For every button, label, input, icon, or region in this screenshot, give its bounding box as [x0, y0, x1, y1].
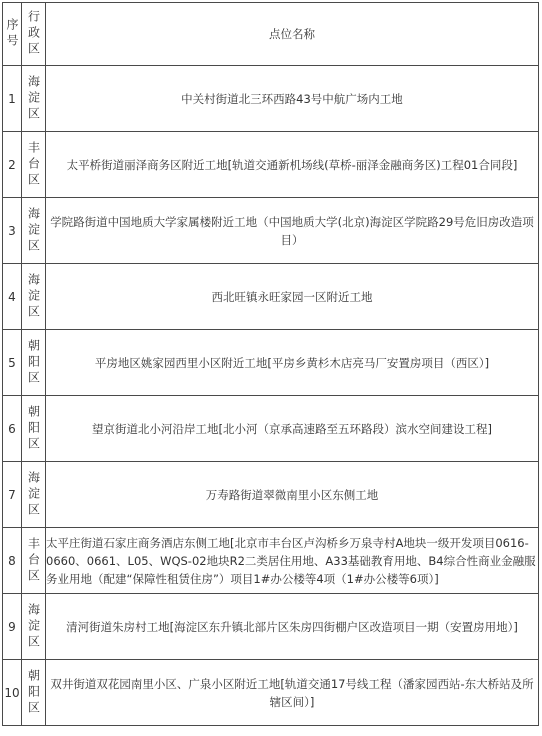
row-seq: 4	[3, 264, 22, 330]
row-seq: 1	[3, 66, 22, 132]
row-name: 平房地区姚家园西里小区附近工地[平房乡黄杉木店亮马厂安置房项目（西区）]	[46, 330, 539, 396]
row-name: 望京街道北小河沿岸工地[北小河（京承高速路至五环路段）滨水空间建设工程]	[46, 396, 539, 462]
row-district: 海淀区	[22, 66, 46, 132]
row-district: 海淀区	[22, 264, 46, 330]
row-name: 万寿路街道翠微南里小区东侧工地	[46, 462, 539, 528]
row-name: 中关村街道北三环西路43号中航广场内工地	[46, 66, 539, 132]
row-seq: 8	[3, 528, 22, 594]
row-seq: 6	[3, 396, 22, 462]
row-district: 丰台区	[22, 132, 46, 198]
header-row	[3, 3, 539, 66]
row-district: 海淀区	[22, 594, 46, 660]
table-row	[3, 66, 539, 132]
row-district: 朝阳区	[22, 396, 46, 462]
row-name: 清河街道朱房村工地[海淀区东升镇北部片区朱房四街棚户区改造项目一期（安置房用地）]	[46, 594, 539, 660]
table-row	[3, 660, 539, 726]
row-district: 海淀区	[22, 462, 46, 528]
row-seq: 3	[3, 198, 22, 264]
table-row	[3, 396, 539, 462]
table-row	[3, 198, 539, 264]
row-name: 学院路街道中国地质大学家属楼附近工地（中国地质大学(北京)海淀区学院路29号危旧房改造项目）	[46, 198, 539, 264]
table-row	[3, 330, 539, 396]
header-name: 点位名称	[46, 3, 539, 66]
row-seq: 7	[3, 462, 22, 528]
row-district: 朝阳区	[22, 330, 46, 396]
row-district: 丰台区	[22, 528, 46, 594]
header-seq: 序号	[3, 3, 22, 66]
row-seq: 5	[3, 330, 22, 396]
table-row	[3, 264, 539, 330]
row-district: 朝阳区	[22, 660, 46, 726]
row-seq: 10	[3, 660, 22, 726]
row-name: 西北旺镇永旺家园一区附近工地	[46, 264, 539, 330]
row-seq: 2	[3, 132, 22, 198]
row-name: 太平桥街道丽泽商务区附近工地[轨道交通新机场线(草桥-丽泽金融商务区)工程01合同段]	[46, 132, 539, 198]
row-name: 双井街道双花园南里小区、广泉小区附近工地[轨道交通17号线工程（潘家园西站-东大桥站及所辖区间）]	[46, 660, 539, 726]
table-row	[3, 528, 539, 594]
table-row	[3, 132, 539, 198]
row-seq: 9	[3, 594, 22, 660]
site-table	[2, 2, 539, 726]
row-name: 太平庄街道石家庄商务酒店东侧工地[北京市丰台区卢沟桥乡万泉寺村A地块一级开发项目0616-0660、0661、L05、WQS-02地块R2二类居住用地、A33基础教育用地、B4综合性商业金融服务业用地（配建“保障性租赁住房”）项目1#办公楼等4项（1#办公楼等6项）]	[46, 528, 539, 594]
table-row	[3, 462, 539, 528]
row-district: 海淀区	[22, 198, 46, 264]
table-row	[3, 594, 539, 660]
header-district: 行政区	[22, 3, 46, 66]
